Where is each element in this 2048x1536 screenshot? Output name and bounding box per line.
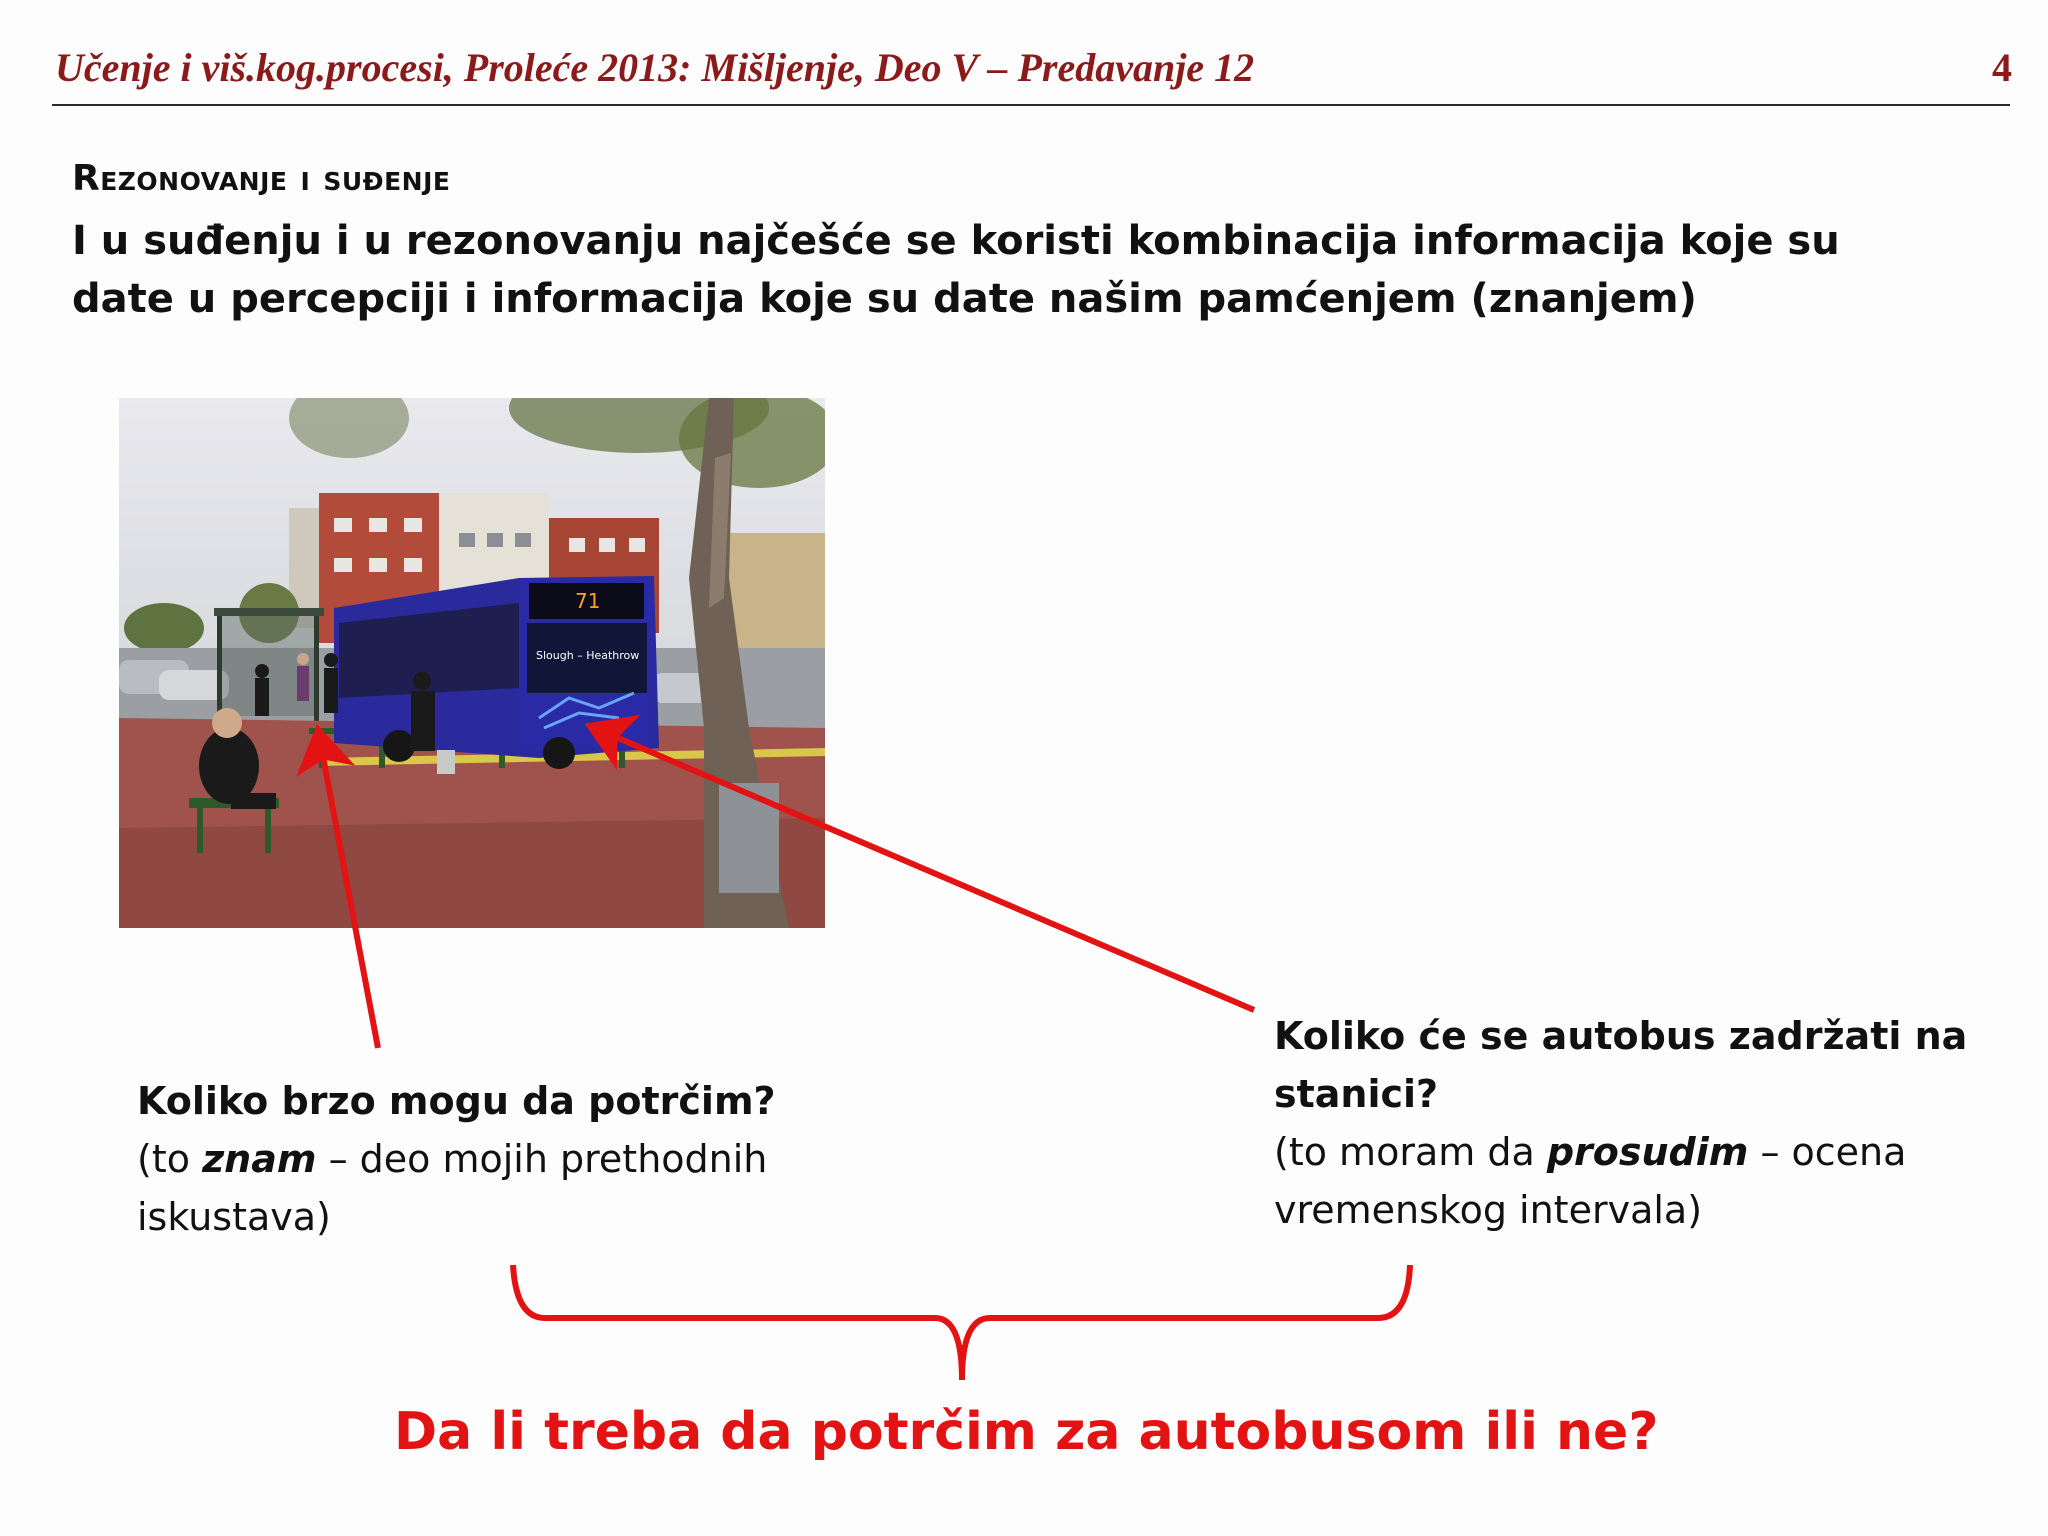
right-note-post: – ocena vremenskog intervala): [1274, 1130, 1907, 1232]
slide-header-title: Učenje i viš.kog.procesi, Proleće 2013: Mišljenje, Deo V – Predavanje 12: [55, 45, 1255, 90]
bus-destination: Slough – Heathrow: [536, 649, 640, 662]
left-note-post: – deo mojih prethodnih iskustava): [137, 1137, 768, 1239]
curly-brace: [513, 1265, 1410, 1380]
page-number: 4: [1992, 45, 2012, 90]
right-question: Koliko će se autobus zadržati na stanici?: [1274, 1014, 1968, 1116]
left-note-pre: (to: [137, 1137, 203, 1181]
arrow-to-bus: [590, 726, 1254, 1010]
left-note: [137, 1072, 937, 1246]
conclusion-question: Da li treba da potrčim za autobusom ili ne?: [394, 1402, 1659, 1462]
intro-paragraph: I u suđenju i u rezonovanju najčešće se koristi kombinacija informacija koje su date u percepciji i informacija koje su date našim pamćenjem (znanjem): [72, 218, 1840, 322]
left-question: Koliko brzo mogu da potrčim?: [137, 1079, 776, 1123]
right-note-pre: (to moram da: [1274, 1130, 1547, 1174]
section-heading: Rezonovanje i suđenje: [72, 158, 451, 199]
bus-route-number: 71: [575, 589, 601, 613]
arrow-to-passenger: [318, 730, 378, 1048]
left-note-keyword: znam: [202, 1137, 317, 1181]
right-note: [1274, 1007, 1994, 1239]
right-note-keyword: prosudim: [1546, 1130, 1749, 1174]
